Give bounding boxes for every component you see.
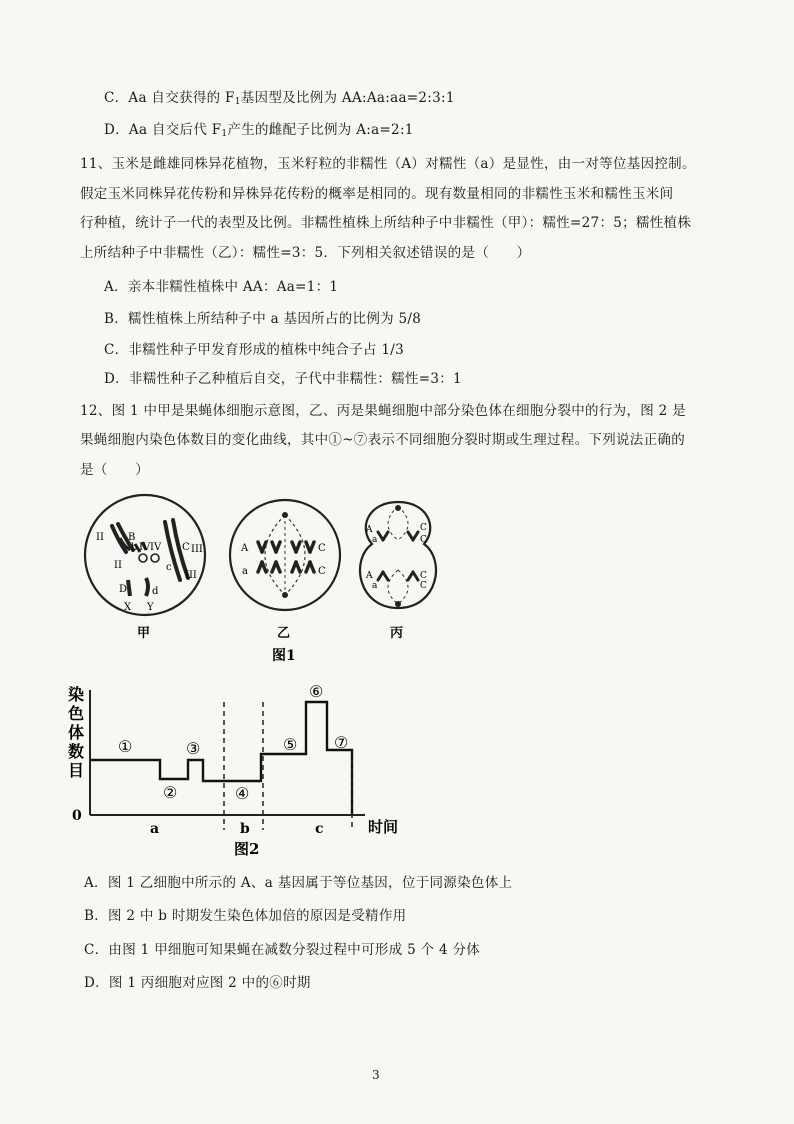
jia-label-y: Y <box>147 602 154 613</box>
jia-label-x: X <box>124 602 132 613</box>
jia-label-d-upper: D <box>119 584 128 595</box>
bing-label-c4: C <box>420 581 427 591</box>
jia-label-b-upper: B <box>128 532 136 543</box>
q10-option-d <box>104 120 414 144</box>
q10-option-c-text2: 基因型及比例为 AA:Aa:aa=2:3:1 <box>240 90 455 106</box>
stage-7: ⑦ <box>334 733 349 752</box>
q11-option-d: D．非糯性种子乙种植后自交，子代中非糯性：糯性=3：1 <box>104 371 462 387</box>
q11-line-4: 上所结种子中非糯性（乙）：糯性=3：5．下列相关叙述错误的是（ ） <box>80 245 531 261</box>
bing-label-a1: A <box>366 525 373 535</box>
jia-label-iv-1: IV <box>139 542 151 553</box>
q11-option-b: B．糯性植株上所结种子中 a 基因所占的比例为 5/8 <box>104 311 422 327</box>
jia-label-c: C <box>182 542 190 553</box>
bing-label-a4: a <box>372 581 378 591</box>
page-number: 3 <box>372 1068 380 1082</box>
y-label-char-1: 染 <box>68 685 85 704</box>
stage-4: ④ <box>235 784 250 803</box>
stage-5: ⑤ <box>283 735 298 754</box>
segment-a: a <box>150 821 160 837</box>
q11-line-1: 11、玉米是雌雄同株异花植物，玉米籽粒的非糯性（A）对糯性（a）是显性，由一对等位基因控制。 <box>80 156 696 172</box>
q10-option-d-text: D．Aa 自交后代 F <box>104 122 222 138</box>
bing-label-a3: A <box>366 571 373 581</box>
stage-2: ② <box>163 783 178 802</box>
yi-label-c-lower: C <box>318 566 326 577</box>
yi-label-a-lower: a <box>242 566 248 577</box>
q10-option-c <box>104 88 455 112</box>
bing-label-a2: a <box>372 535 378 545</box>
figure-1-caption: 图1 <box>272 648 296 664</box>
cell-yi <box>230 500 340 641</box>
segment-labels <box>150 821 324 837</box>
bing-label-c2: C <box>420 535 427 545</box>
q12-option-d: D．图 1 丙细胞对应图 2 中的⑥时期 <box>84 975 311 991</box>
yi-label-c-upper: C <box>318 543 326 554</box>
q12-option-c: C．由图 1 甲细胞可知果蝇在减数分裂过程中可形成 5 个 4 分体 <box>84 942 481 958</box>
y-label-char-5: 目 <box>68 761 85 780</box>
segment-c: c <box>315 821 324 837</box>
x-axis-label: 时间 <box>368 818 399 836</box>
y-label-char-4: 数 <box>68 742 85 761</box>
stage-1: ① <box>118 737 133 756</box>
jia-label-iii-lower: III <box>185 570 197 581</box>
jia-label-c-lower: c <box>166 562 172 573</box>
figure-2-caption: 图2 <box>234 840 260 858</box>
q12-option-b: B．图 2 中 b 时期发生染色体加倍的原因是受精作用 <box>84 908 407 924</box>
q10-option-d-sub: 1 <box>221 129 228 139</box>
bing-label-c3: C <box>420 571 427 581</box>
y-axis-label <box>68 685 84 780</box>
q12-line-3: 是（ ） <box>80 462 149 478</box>
stage-3: ③ <box>186 739 201 758</box>
bing-label-c1: C <box>420 523 427 533</box>
chromosome-curve <box>90 702 352 815</box>
jia-label-ii-left: II <box>96 532 104 543</box>
q11-line-2: 假定玉米同株异花传粉和异株异花传粉的概率是相同的。现有数量相同的非糯性玉米和糯性玉米间 <box>80 186 674 202</box>
yi-label-a-upper: A <box>241 543 249 554</box>
q12-option-a: A．图 1 乙细胞中所示的 A、a 基因属于等位基因，位于同源染色体上 <box>84 875 513 891</box>
q12-line-2: 果蝇细胞内染色体数目的变化曲线，其中①~⑦表示不同细胞分裂时期或生理过程。下列说法正确的 <box>80 432 686 448</box>
jia-label-ii: II <box>114 560 122 571</box>
y-label-char-3: 体 <box>68 723 85 742</box>
q11-line-3: 行种植，统计子一代的表型及比例。非糯性植株上所结种子中非糯性（甲）：糯性=27：5；糯性植株 <box>80 215 692 231</box>
cell-jia <box>85 495 205 641</box>
q12-line-1: 12、图 1 中甲是果蝇体细胞示意图，乙、丙是果蝇细胞中部分染色体在细胞分裂中的行为，图 2 是 <box>80 403 686 419</box>
jia-label-d-lower: d <box>152 586 159 597</box>
segment-b: b <box>240 821 250 837</box>
figure-1 <box>0 480 794 670</box>
stage-6: ⑥ <box>309 682 324 701</box>
jia-label-iv-2: IV <box>150 542 162 553</box>
jia-label-iii: III <box>191 544 203 555</box>
label-bing: 丙 <box>390 626 404 641</box>
jia-label-b-lower: b <box>131 542 138 553</box>
label-yi: 乙 <box>277 626 291 641</box>
figure-2 <box>0 680 794 860</box>
q11-option-a: A．亲本非糯性植株中 AA：Aa=1：1 <box>104 279 339 295</box>
y-label-char-2: 色 <box>68 704 85 723</box>
stage-labels <box>118 682 348 803</box>
label-jia: 甲 <box>137 626 151 641</box>
q10-option-c-sub: 1 <box>234 97 241 107</box>
origin-label: 0 <box>72 808 82 824</box>
q10-option-c-text: C．Aa 自交获得的 F <box>104 90 235 106</box>
q10-option-d-text2: 产生的雌配子比例为 A:a=2:1 <box>227 122 414 138</box>
q11-option-c: C．非糯性种子甲发育形成的植株中纯合子占 1/3 <box>104 342 405 358</box>
cell-bing <box>360 502 436 641</box>
